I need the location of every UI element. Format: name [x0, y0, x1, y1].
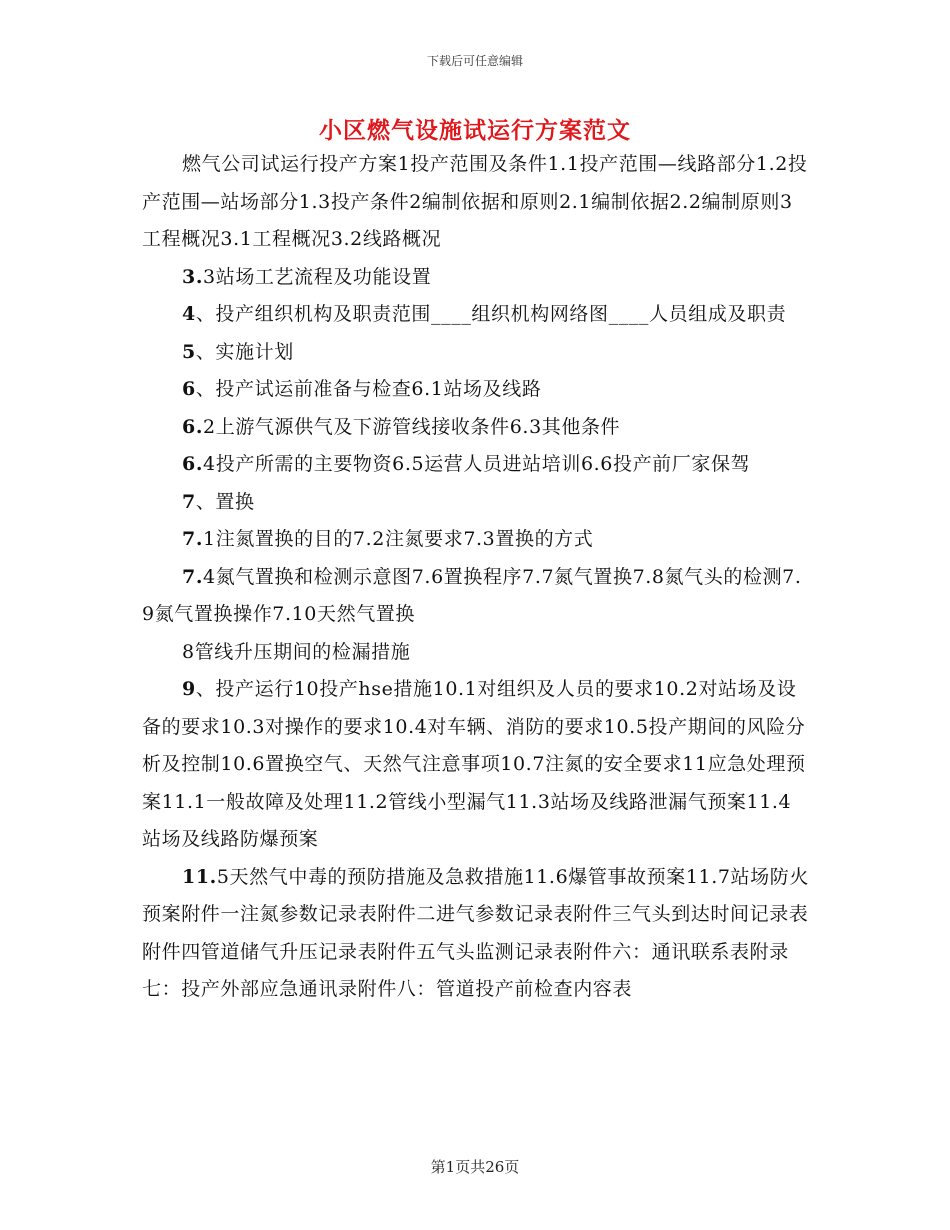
paragraph-text: 燃气公司试运行投产方案1投产范围及条件1.1投产范围—线路部分1.2投产范围—站场部分1.3投产条件2编制依据和原则2.1编制依据2.2编制原则3工程概况3.1工程概况3.2线路概况	[142, 153, 808, 250]
paragraph-lead: 3.	[182, 265, 204, 288]
paragraph-lead: 7.	[182, 528, 204, 550]
paragraph-text: 3站场工艺流程及功能设置	[203, 265, 432, 288]
paragraph-text: 4投产所需的主要物资6.5运营人员进站培训6.6投产前厂家保驾	[203, 453, 751, 475]
paragraph-lead: 6.	[182, 453, 204, 475]
paragraph	[142, 446, 810, 484]
paragraph	[142, 484, 810, 522]
paragraph-text: 、投产运行10投产hse措施10.1对组织及人员的要求10.2对站场及设备的要求10.3对操作的要求10.4对车辆、消防的要求10.5投产期间的风险分析及控制10.6置换空气、天然气注意事项10.7注氮的安全要求11应急处理预案11.1一般故障及处理11.2管线小型漏气11.3站场及线路泄漏气预案11.4站场及线路防爆预案	[142, 678, 806, 850]
paragraph	[142, 146, 810, 259]
paragraph-lead: 5	[182, 340, 196, 363]
paragraph-lead: 11.	[182, 865, 217, 888]
paragraph-text: 、投产组织机构及职责范围____组织机构网络图____人员组成及职责	[195, 303, 787, 325]
paragraph	[142, 521, 810, 559]
paragraph	[142, 634, 810, 672]
paragraph	[142, 259, 810, 297]
paragraph-text: 4氮气置换和检测示意图7.6置换程序7.7氮气置换7.8氮气头的检测7.9氮气置换操作7.10天然气置换	[142, 565, 802, 625]
document-title: 小区燃气设施试运行方案范文	[319, 117, 631, 144]
paragraph	[142, 559, 810, 634]
paragraph-text: 、置换	[195, 490, 255, 513]
paragraph	[142, 371, 810, 409]
paragraph-lead: 6.	[182, 415, 204, 438]
paragraph-lead: 4	[182, 303, 196, 325]
document-body	[142, 146, 810, 1009]
page-header-note: 下载后可任意编辑	[426, 54, 523, 68]
paragraph	[142, 334, 810, 372]
paragraph-text: 8管线升压期间的检漏措施	[182, 640, 411, 663]
paragraph	[142, 296, 810, 334]
paragraph-text: 、实施计划	[195, 340, 294, 363]
paragraph-lead: 7	[182, 490, 196, 513]
paragraph	[142, 409, 810, 447]
paragraph-lead: 7.	[182, 565, 204, 588]
page-number: 第1页共26页	[430, 1158, 520, 1176]
paragraph-text: 1注氮置换的目的7.2注氮要求7.3置换的方式	[203, 528, 594, 550]
paragraph-text: 、投产试运前准备与检查6.1站场及线路	[195, 378, 542, 400]
paragraph	[142, 671, 810, 859]
paragraph-text: 5天然气中毒的预防措施及急救措施11.6爆管事故预案11.7站场防火预案附件一注氮参数记录表附件二进气参数记录表附件三气头到达时间记录表附件四管道储气升压记录表附件五气头监测记录表附件六：通讯联系表附录七：投产外部应急通讯录附件八：管道投产前检查内容表	[142, 865, 809, 1000]
paragraph-lead: 6	[182, 378, 196, 400]
paragraph	[142, 859, 810, 1009]
paragraph-text: 2上游气源供气及下游管线接收条件6.3其他条件	[203, 415, 621, 438]
paragraph-lead: 9	[182, 678, 196, 700]
